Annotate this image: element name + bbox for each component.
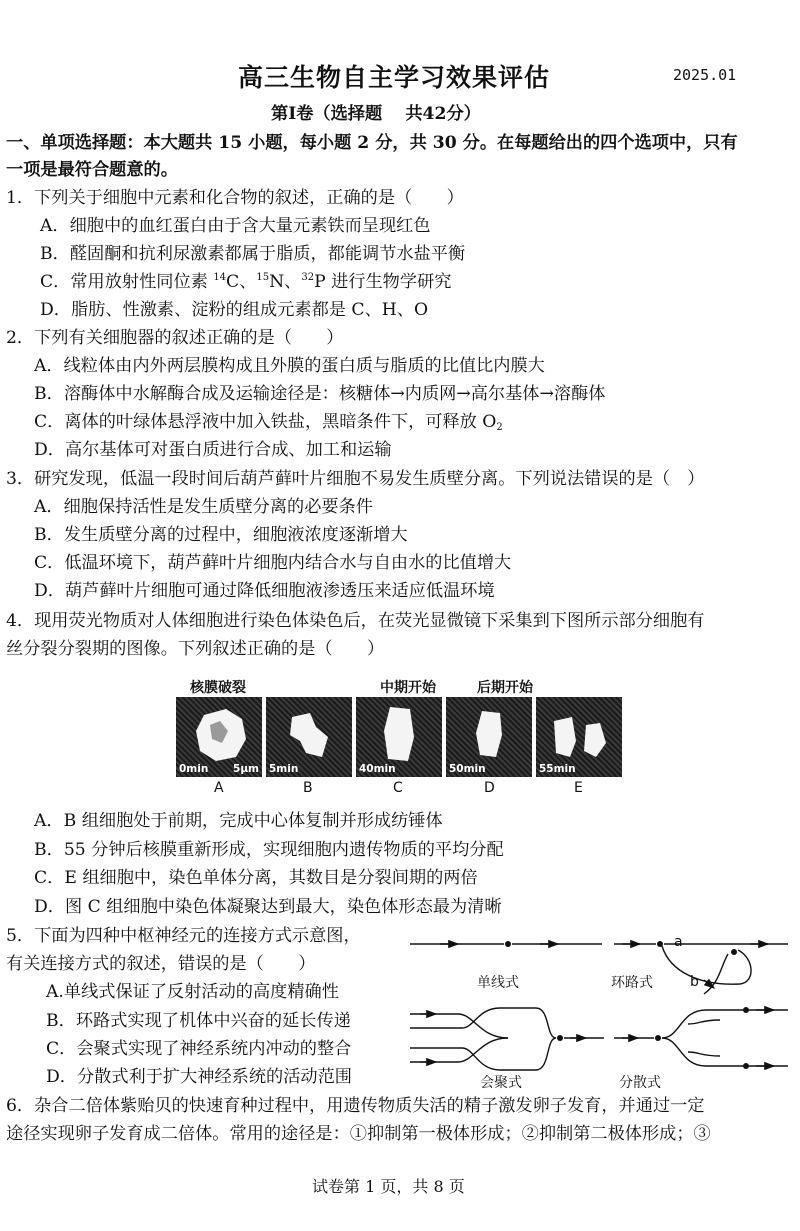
q6-line2: 途径实现卵子发育成二倍体。常用的途径是：①抑制第一极体形成；②抑制第二极体形成；③ bbox=[6, 1124, 711, 1144]
section-heading: 第Ⅰ卷（选择题 共42分） bbox=[271, 104, 481, 124]
q5-stem-line2: 有关连接方式的叙述，错误的是（ ） bbox=[6, 954, 316, 974]
q2-stem: 2．下列有关细胞器的叙述正确的是（ ） bbox=[6, 328, 344, 348]
scale-bar-label: 5μm bbox=[233, 763, 259, 775]
part1-instructions-line2: 一项是最符合题意的。 bbox=[6, 160, 178, 180]
q4-stem-line1: 4．现用荧光物质对人体细胞进行染色体染色后，在荧光显微镜下采集到下图所示部分细胞有 bbox=[6, 611, 705, 631]
q3-option-a: A．细胞保持活性是发生质壁分离的必要条件 bbox=[34, 497, 373, 517]
convergent-diagram bbox=[410, 1008, 604, 1070]
q3-option-d: D．葫芦藓叶片细胞可通过降低细胞液渗透压来适应低温环境 bbox=[34, 581, 495, 601]
loop-point-a-label: a bbox=[674, 934, 683, 950]
micrograph-e-time: 55min bbox=[539, 763, 576, 775]
phase-label-anaphase-start: 后期开始 bbox=[477, 680, 533, 696]
micrograph-a-time: 0min bbox=[179, 763, 209, 775]
q2-option-b: B．溶酶体中水解酶合成及运输途径是：核糖体→内质网→高尔基体→溶酶体 bbox=[34, 384, 606, 404]
part1-instructions-line1: 一、单项选择题：本大题共 15 小题，每小题 2 分，共 30 分。在每题给出的四个选项中，只有 bbox=[6, 133, 738, 153]
q4-stem-line2: 丝分裂分裂期的图像。下列叙述正确的是（ ） bbox=[6, 639, 385, 659]
micrograph-a bbox=[176, 697, 262, 777]
q1-option-a: A．细胞中的血红蛋白由于含大量元素铁而呈现红色 bbox=[40, 216, 431, 236]
micrograph-d-time: 50min bbox=[449, 763, 486, 775]
q3-option-c: C．低温环境下，葫芦藓叶片细胞内结合水与自由水的比值增大 bbox=[34, 553, 512, 573]
micrograph-letter-b: B bbox=[303, 780, 313, 796]
micrograph-e bbox=[536, 697, 622, 777]
exam-date: 2025.01 bbox=[673, 66, 737, 84]
micrograph-letter-a: A bbox=[214, 780, 224, 796]
q2-option-c: C．离体的叶绿体悬浮液中加入铁盐，黑暗条件下，可释放 $O_2$ bbox=[34, 412, 503, 433]
q4-option-d: D．图 C 组细胞中染色体凝聚达到最大，染色体形态最为清晰 bbox=[34, 897, 502, 917]
q4-option-c: C．E 组细胞中，染色单体分离，其数目是分裂间期的两倍 bbox=[34, 868, 478, 888]
loop-point-b-label: b bbox=[690, 974, 699, 990]
q2-option-d: D．高尔基体可对蛋白质进行合成、加工和运输 bbox=[34, 440, 392, 460]
q1-option-c: C．常用放射性同位素 $^{14}$C、$^{15}$N、$^{32}$P 进行生物学研究 bbox=[40, 272, 452, 292]
q3-stem: 3．研究发现，低温一段时间后葫芦藓叶片细胞不易发生质壁分离。下列说法错误的是（ ） bbox=[6, 469, 705, 489]
q1-option-d: D．脂肪、性激素、淀粉的组成元素都是 C、H、O bbox=[40, 300, 429, 320]
exam-title: 高三生物自主学习效果评估 bbox=[238, 63, 551, 92]
micrograph-letter-e: E bbox=[574, 780, 583, 796]
divergent-diagram bbox=[614, 1010, 788, 1066]
phase-label-metaphase-start: 中期开始 bbox=[380, 680, 436, 696]
q4-option-b: B．55 分钟后核膜重新形成，实现细胞内遗传物质的平均分配 bbox=[34, 840, 504, 860]
page-footer: 试卷第 1 页，共 8 页 bbox=[312, 1177, 465, 1196]
micrograph-letter-d: D bbox=[484, 780, 495, 796]
q1-option-b: B．醛固酮和抗利尿激素都属于脂质，都能调节水盐平衡 bbox=[40, 244, 466, 264]
diagram-label-loop: 环路式 bbox=[611, 975, 653, 991]
q5-option-a: A.单线式保证了反射活动的高度精确性 bbox=[46, 982, 339, 1002]
q1-stem: 1．下列关于细胞中元素和化合物的叙述，正确的是（ ） bbox=[6, 188, 464, 208]
q5-option-b: B．环路式实现了机体中兴奋的延长传递 bbox=[46, 1011, 351, 1031]
q4-option-a: A．B 组细胞处于前期，完成中心体复制并形成纺锤体 bbox=[34, 811, 443, 831]
micrograph-b bbox=[266, 697, 352, 777]
diagram-label-convergent: 会聚式 bbox=[480, 1075, 522, 1091]
micrograph-c-time: 40min bbox=[359, 763, 396, 775]
phase-label-nuclear-breakdown: 核膜破裂 bbox=[190, 680, 246, 696]
q5-option-d: D．分散式利于扩大神经系统的活动范围 bbox=[46, 1067, 352, 1087]
q3-option-b: B．发生质壁分离的过程中，细胞液浓度逐渐增大 bbox=[34, 525, 408, 545]
q5-option-c: C．会聚式实现了神经系统内冲动的整合 bbox=[46, 1039, 352, 1059]
micrograph-letter-c: C bbox=[393, 780, 403, 796]
q6-line1: 6．杂合二倍体紫贻贝的快速育种过程中，用遗传物质失活的精子激发卵子发育，并通过一定 bbox=[6, 1096, 705, 1116]
q5-stem-line1: 5．下面为四种中枢神经元的连接方式示意图， bbox=[6, 926, 361, 946]
q2-option-a: A．线粒体由内外两层膜构成且外膜的蛋白质与脂质的比值比内膜大 bbox=[34, 356, 545, 376]
neuron-connection-diagram bbox=[400, 928, 792, 1090]
micrograph-c bbox=[356, 697, 442, 777]
diagram-label-divergent: 分散式 bbox=[619, 1075, 661, 1091]
micrograph-b-time: 5min bbox=[269, 763, 299, 775]
diagram-label-single-line: 单线式 bbox=[477, 975, 519, 991]
micrograph-d bbox=[446, 697, 532, 777]
